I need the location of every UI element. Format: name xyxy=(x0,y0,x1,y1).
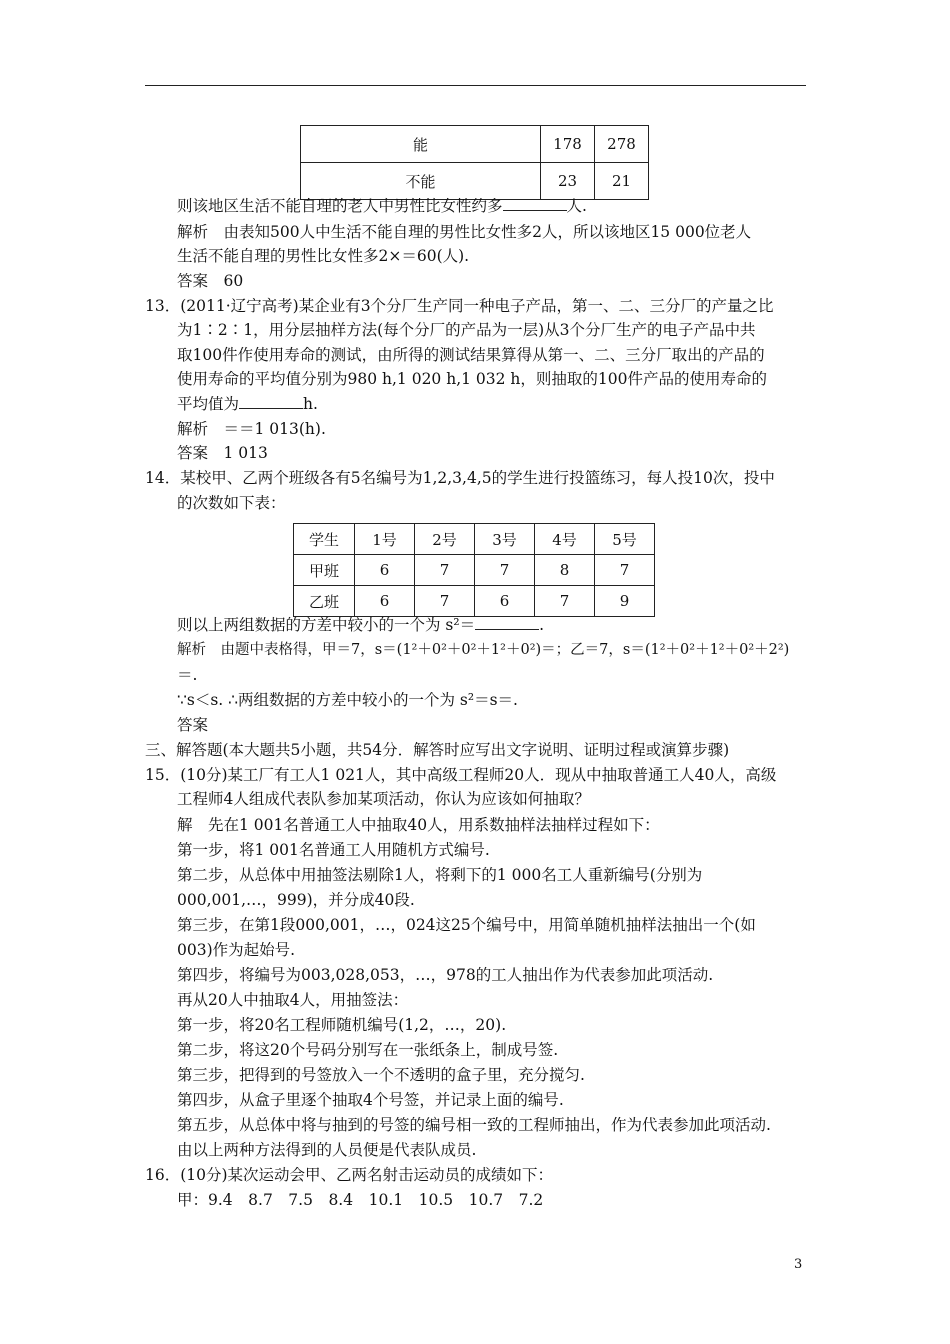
q12-analysis-1: 解析 由表知500人中生活不能自理的男性比女性多2人，所以该地区15 000位老人 xyxy=(177,223,752,241)
section-3-heading: 三、解答题(本大题共5小题，共54分．解答时应写出文字说明、证明过程或演算步骤) xyxy=(145,741,730,759)
header-cell: 1号 xyxy=(355,524,415,555)
table-row xyxy=(294,555,655,586)
shooting-scores-table xyxy=(293,523,655,617)
answer-blank xyxy=(239,394,303,409)
q14-answer: 答案 xyxy=(177,716,209,734)
q13-line-5 xyxy=(177,394,318,414)
q15-line-13: 第三步，把得到的号签放入一个不透明的盒子里，充分搅匀. xyxy=(177,1066,585,1084)
class-label: 甲班 xyxy=(294,555,355,586)
q15-line-15: 第五步，从总体中将与抽到的号签的编号相一致的工程师抽出，作为代表参加此项活动. xyxy=(177,1116,771,1134)
class-label: 乙班 xyxy=(294,586,355,617)
q14-analysis-3: ∵s＜s. ∴两组数据的方差中较小的一个为 s²＝s＝. xyxy=(177,691,518,709)
female-count: 278 xyxy=(595,126,649,163)
q15-line-12: 第二步，将这20个号码分别写在一张纸条上，制成号签. xyxy=(177,1041,559,1059)
answer-blank xyxy=(475,615,539,630)
care-ability-table xyxy=(300,125,649,200)
q16-line-2: 甲：9.4 8.7 7.5 8.4 10.1 10.5 10.7 7.2 xyxy=(177,1191,544,1209)
q15-line-6: 000,001,…，999)，并分成40段. xyxy=(177,891,415,909)
score-cell: 7 xyxy=(415,555,475,586)
male-count: 23 xyxy=(541,163,595,200)
header-rule xyxy=(145,85,806,86)
question-text: 平均值为 xyxy=(177,395,240,413)
score-cell: 7 xyxy=(415,586,475,617)
q13-line-2: 为1∶2∶1，用分层抽样方法(每个分厂的产品为一层)从3个分厂生产的电子产品中共 xyxy=(177,321,756,339)
header-cell: 4号 xyxy=(535,524,595,555)
question-text: . xyxy=(539,616,545,634)
q15-line-9: 第四步，将编号为003,028,053，…，978的工人抽出作为代表参加此项活动. xyxy=(177,966,714,984)
q13-answer: 答案 1 013 xyxy=(177,444,268,462)
q15-line-7: 第三步，在第1段000,001，…，024这25个编号中，用简单随机抽样法抽出一个(如 xyxy=(177,916,756,934)
row-label: 能 xyxy=(301,126,541,163)
table-row xyxy=(301,163,649,200)
q15-line-4: 第一步，将1 001名普通工人用随机方式编号. xyxy=(177,841,490,859)
q14-analysis-1: 解析 由题中表格得，甲＝7，s＝(1²＋0²＋0²＋1²＋0²)＝；乙＝7，s＝(1²＋0²＋1²＋0²＋2²) xyxy=(177,642,790,658)
q12-question xyxy=(177,196,587,216)
q14-analysis-2: ＝. xyxy=(177,666,198,684)
header-cell: 3号 xyxy=(475,524,535,555)
score-cell: 6 xyxy=(475,586,535,617)
q15-line-14: 第四步，从盒子里逐个抽取4个号签，并记录上面的编号. xyxy=(177,1091,564,1109)
q13-analysis: 解析 ＝＝1 013(h). xyxy=(177,420,326,438)
score-cell: 7 xyxy=(595,555,655,586)
q12-answer: 答案 60 xyxy=(177,272,244,290)
q13-line-1: 13．(2011·辽宁高考)某企业有3个分厂生产同一种电子产品，第一、二、三分厂的产量之比 xyxy=(145,297,774,315)
page-number: 3 xyxy=(794,1257,803,1272)
question-text: 则以上两组数据的方差中较小的一个为 s²＝ xyxy=(177,616,476,634)
score-cell: 7 xyxy=(535,586,595,617)
q15-line-5: 第二步，从总体中用抽签法剔除1人，将剩下的1 000名工人重新编号(分别为 xyxy=(177,866,703,884)
table-row xyxy=(294,586,655,617)
q16-line-1: 16．(10分)某次运动会甲、乙两名射击运动员的成绩如下： xyxy=(145,1166,554,1184)
q15-line-1: 15．(10分)某工厂有工人1 021人，其中高级工程师20人．现从中抽取普通工人40人，高级 xyxy=(145,766,777,784)
table-header-row xyxy=(294,524,655,555)
female-count: 21 xyxy=(595,163,649,200)
q15-line-10: 再从20人中抽取4人，用抽签法： xyxy=(177,991,409,1009)
q13-line-3: 取100件作使用寿命的测试，由所得的测试结果算得从第一、二、三分厂取出的产品的 xyxy=(177,346,765,364)
q15-line-8: 003)作为起始号. xyxy=(177,941,296,959)
score-cell: 6 xyxy=(355,586,415,617)
q15-line-2: 工程师4人组成代表队参加某项活动，你认为应该如何抽取？ xyxy=(177,790,590,808)
q14-line-1: 14．某校甲、乙两个班级各有5名编号为1,2,3,4,5的学生进行投篮练习，每人投10次，投中 xyxy=(145,469,775,487)
question-text: h. xyxy=(303,395,318,413)
score-cell: 6 xyxy=(355,555,415,586)
q15-line-3: 解 先在1 001名普通工人中抽取40人，用系数抽样法抽样过程如下： xyxy=(177,816,660,834)
score-cell: 9 xyxy=(595,586,655,617)
table-row xyxy=(301,126,649,163)
score-cell: 8 xyxy=(535,555,595,586)
q15-line-16: 由以上两种方法得到的人员便是代表队成员. xyxy=(177,1141,477,1159)
q12-analysis-2: 生活不能自理的男性比女性多2×＝60(人). xyxy=(177,247,470,265)
male-count: 178 xyxy=(541,126,595,163)
q14-question xyxy=(177,615,544,635)
row-label: 不能 xyxy=(301,163,541,200)
header-cell: 2号 xyxy=(415,524,475,555)
score-cell: 7 xyxy=(475,555,535,586)
q15-line-11: 第一步，将20名工程师随机编号(1,2，…，20). xyxy=(177,1016,507,1034)
question-text: 人. xyxy=(566,197,587,215)
q14-line-2: 的次数如下表： xyxy=(177,494,286,512)
answer-blank xyxy=(503,196,567,211)
question-text: 则该地区生活不能自理的老人中男性比女性约多 xyxy=(177,197,503,215)
header-cell: 5号 xyxy=(595,524,655,555)
q13-line-4: 使用寿命的平均值分别为980 h,1 020 h,1 032 h，则抽取的100件产品的使用寿命的 xyxy=(177,370,768,388)
header-cell: 学生 xyxy=(294,524,355,555)
